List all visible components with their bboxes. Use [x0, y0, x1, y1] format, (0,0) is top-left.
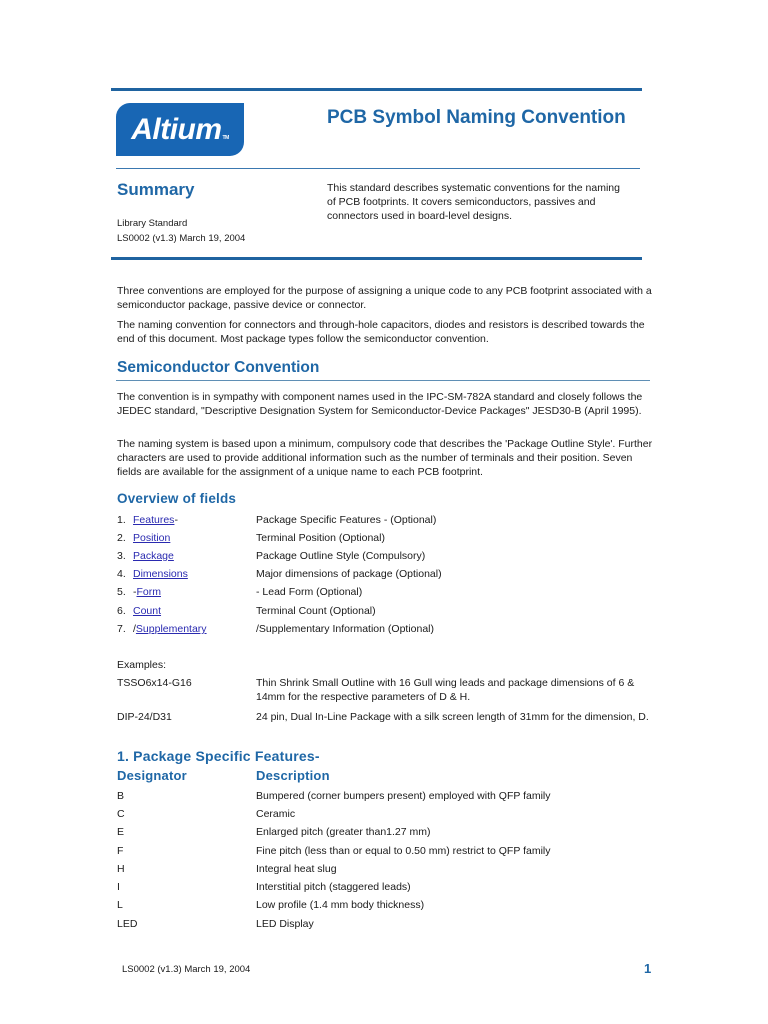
summary-text: This standard describes systematic conventions for the naming of PCB footprints. It covers semiconductors, passives and connectors used in board-level designs. [327, 182, 620, 222]
feature-description: Bumpered (corner bumpers present) employed with QFP family [256, 790, 551, 802]
field-prefix: / [133, 623, 136, 635]
examples-label: Examples: [117, 659, 167, 671]
feature-row [117, 825, 657, 843]
example-code: DIP-24/D31 [117, 711, 172, 723]
semiconductor-heading-rule [116, 380, 650, 381]
field-description: Terminal Count (Optional) [256, 605, 376, 617]
field-number: 3. [117, 550, 126, 562]
field-number: 1. [117, 514, 126, 526]
header-middle-rule [116, 168, 640, 169]
field-description: - Lead Form (Optional) [256, 586, 363, 598]
field-number: 6. [117, 605, 126, 617]
altium-logo [116, 103, 244, 156]
header-bottom-rule [111, 257, 642, 260]
designator-column-header: Designator [117, 768, 187, 783]
field-number: 5. [117, 586, 126, 598]
field-row [117, 604, 657, 622]
logo-text: Altium [131, 112, 222, 146]
feature-description: Fine pitch (less than or equal to 0.50 mm) restrict to QFP family [256, 845, 551, 857]
intro-paragraph-2: The naming convention for connectors and through-hole capacitors, diodes and resistors is described towards the end of this document. Most package types follow the semiconductor convention. [117, 319, 645, 345]
description-column-header: Description [256, 768, 330, 783]
feature-description: Ceramic [256, 808, 296, 820]
field-row [117, 531, 657, 549]
example-row [117, 710, 657, 742]
field-number: 4. [117, 568, 126, 580]
field-link-features[interactable]: Features [133, 514, 175, 526]
field-link-position[interactable]: Position [133, 532, 171, 544]
field-link-supplementary[interactable]: Supplementary [135, 623, 207, 635]
field-description: Major dimensions of package (Optional) [256, 568, 442, 580]
feature-row [117, 898, 657, 916]
document-type: Library Standard [117, 218, 188, 229]
field-description: /Supplementary Information (Optional) [256, 623, 435, 635]
field-link-dimensions[interactable]: Dimensions [133, 568, 188, 580]
field-row [117, 585, 657, 603]
feature-designator: L [117, 899, 123, 911]
semiconductor-paragraph-2: The naming system is based upon a minimum, compulsory code that describes the 'Package Outline Style'. Further characters are used to provide additional information such as the number of terminals and their position. Seven fields are available for the assignment of a unique name to each PCB footprint. [117, 438, 653, 478]
intro-paragraph-1: Three conventions are employed for the purpose of assigning a unique code to any PCB footprint associated with a semiconductor package, passive device or connector. [117, 285, 652, 311]
feature-designator: H [117, 863, 125, 875]
features-heading: 1. Package Specific Features- [117, 748, 320, 764]
document-id: LS0002 (v1.3) March 19, 2004 [117, 233, 246, 244]
field-number: 7. [117, 623, 126, 635]
feature-row [117, 862, 657, 880]
page-number: 1 [644, 961, 652, 976]
header-top-rule [111, 88, 642, 91]
field-link-count[interactable]: Count [133, 605, 162, 617]
overview-heading: Overview of fields [117, 491, 237, 506]
feature-description: Integral heat slug [256, 863, 337, 875]
footer-document-id: LS0002 (v1.3) March 19, 2004 [122, 964, 251, 975]
field-description: Package Specific Features - (Optional) [256, 514, 437, 526]
feature-row [117, 880, 657, 898]
document-title: PCB Symbol Naming Convention [327, 107, 626, 128]
feature-designator: E [117, 826, 125, 838]
feature-row [117, 807, 657, 825]
feature-description: Interstitial pitch (staggered leads) [256, 881, 411, 893]
field-row [117, 567, 657, 585]
field-row [117, 513, 657, 531]
feature-designator: LED [117, 918, 138, 930]
feature-designator: I [117, 881, 120, 893]
field-suffix: - [174, 514, 178, 526]
feature-designator: F [117, 845, 124, 857]
field-prefix: - [133, 586, 137, 598]
summary-heading: Summary [117, 180, 195, 199]
feature-row [117, 789, 657, 807]
field-row [117, 622, 657, 640]
field-description: Package Outline Style (Compulsory) [256, 550, 426, 562]
field-link-package[interactable]: Package [133, 550, 174, 562]
feature-description: Low profile (1.4 mm body thickness) [256, 899, 425, 911]
feature-row [117, 917, 657, 935]
feature-description: Enlarged pitch (greater than1.27 mm) [256, 826, 431, 838]
feature-designator: B [117, 790, 125, 802]
field-link-form[interactable]: Form [136, 586, 161, 598]
feature-description: LED Display [256, 918, 314, 930]
feature-designator: C [117, 808, 125, 820]
example-code: TSSO6x14-G16 [117, 677, 192, 689]
example-description: 24 pin, Dual In-Line Package with a silk screen length of 31mm for the dimension, D. [256, 711, 649, 723]
example-row [117, 676, 657, 708]
semiconductor-heading: Semiconductor Convention [117, 359, 320, 376]
logo-trademark: TM [222, 135, 229, 141]
field-number: 2. [117, 532, 126, 544]
feature-row [117, 844, 657, 862]
field-row [117, 549, 657, 567]
field-description: Terminal Position (Optional) [256, 532, 385, 544]
example-description: Thin Shrink Small Outline with 16 Gull wing leads and package dimensions of 6 & 14mm for the respective parameters of D & H. [256, 677, 635, 703]
semiconductor-paragraph-1: The convention is in sympathy with component names used in the IPC-SM-782A standard and closely follows the JEDEC standard, "Descriptive Designation System for Semiconductor-Device Packages" JESD30-B (April 1995). [117, 391, 643, 417]
